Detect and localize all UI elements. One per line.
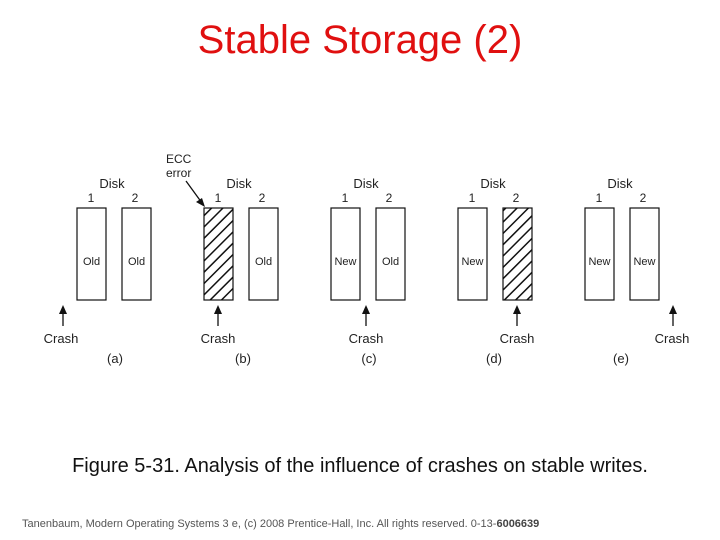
panel-b	[201, 176, 278, 366]
panel-label: (d)	[486, 351, 502, 366]
disk-label: Disk	[99, 176, 125, 191]
copyright-footer	[22, 518, 539, 530]
drive-1-corrupted	[204, 208, 233, 300]
drive-2	[122, 208, 151, 300]
panel-d	[458, 176, 534, 366]
drive-2-contents: Old	[381, 256, 400, 268]
footer-text: Tanenbaum, Modern Operating Systems 3 e, (c) 2008 Prentice-Hall, Inc. All rights reserved. 0-13-	[22, 518, 497, 530]
drive-number-1: 1	[214, 191, 222, 205]
drive-2-contents: Old	[127, 256, 146, 268]
drive-1-contents: Old	[82, 256, 101, 268]
ecc-label-line1: ECC	[166, 152, 192, 166]
drive-number-1: 1	[595, 191, 603, 205]
drive-1-contents: New	[588, 256, 611, 268]
drive-2-contents: Old	[254, 256, 273, 268]
drive-2	[630, 208, 659, 300]
drive-number-1: 1	[468, 191, 476, 205]
disk-label: Disk	[480, 176, 506, 191]
drive-1-contents: New	[334, 256, 357, 268]
drive-number-2: 2	[131, 191, 139, 205]
crash-label: Crash	[348, 331, 384, 346]
footer-isbn-suffix: 6006639	[496, 518, 540, 530]
crash-arrowhead	[513, 305, 521, 314]
ecc-label-line2: error	[166, 166, 192, 180]
drive-2-corrupted	[503, 208, 532, 300]
panel-label: (c)	[361, 351, 377, 366]
drive-number-2: 2	[639, 191, 647, 205]
crash-label: Crash	[200, 331, 236, 346]
panel-c	[331, 176, 405, 366]
crash-arrowhead	[362, 305, 370, 314]
drive-1-contents: New	[461, 256, 484, 268]
drive-number-1: 1	[341, 191, 349, 205]
stable-writes-diagram	[0, 140, 720, 380]
drive-number-2: 2	[385, 191, 393, 205]
drive-2	[376, 208, 405, 300]
panel-label: (e)	[613, 351, 629, 366]
drive-1	[585, 208, 614, 300]
crash-arrowhead	[214, 305, 222, 314]
panel-label: (b)	[235, 351, 251, 366]
drive-number-2: 2	[258, 191, 266, 205]
crash-arrowhead	[59, 305, 67, 314]
drive-number-1: 1	[87, 191, 95, 205]
drive-1	[458, 208, 487, 300]
crash-label: Crash	[499, 331, 535, 346]
panel-label: (a)	[107, 351, 123, 366]
figure-caption: Figure 5-31. Analysis of the influence of crashes on stable writes.	[72, 455, 648, 477]
drive-number-2: 2	[512, 191, 520, 205]
drive-1	[77, 208, 106, 300]
disk-label: Disk	[226, 176, 252, 191]
crash-label: Crash	[654, 331, 690, 346]
drive-1	[331, 208, 360, 300]
drive-2	[249, 208, 278, 300]
panel-e	[585, 176, 689, 366]
crash-label: Crash	[43, 331, 79, 346]
ecc-arrowhead	[196, 198, 205, 207]
disk-label: Disk	[607, 176, 633, 191]
panel-a	[44, 176, 151, 366]
drive-2-contents: New	[633, 256, 656, 268]
disk-label: Disk	[353, 176, 379, 191]
slide-title: Stable Storage (2)	[197, 18, 523, 62]
crash-arrowhead	[669, 305, 677, 314]
